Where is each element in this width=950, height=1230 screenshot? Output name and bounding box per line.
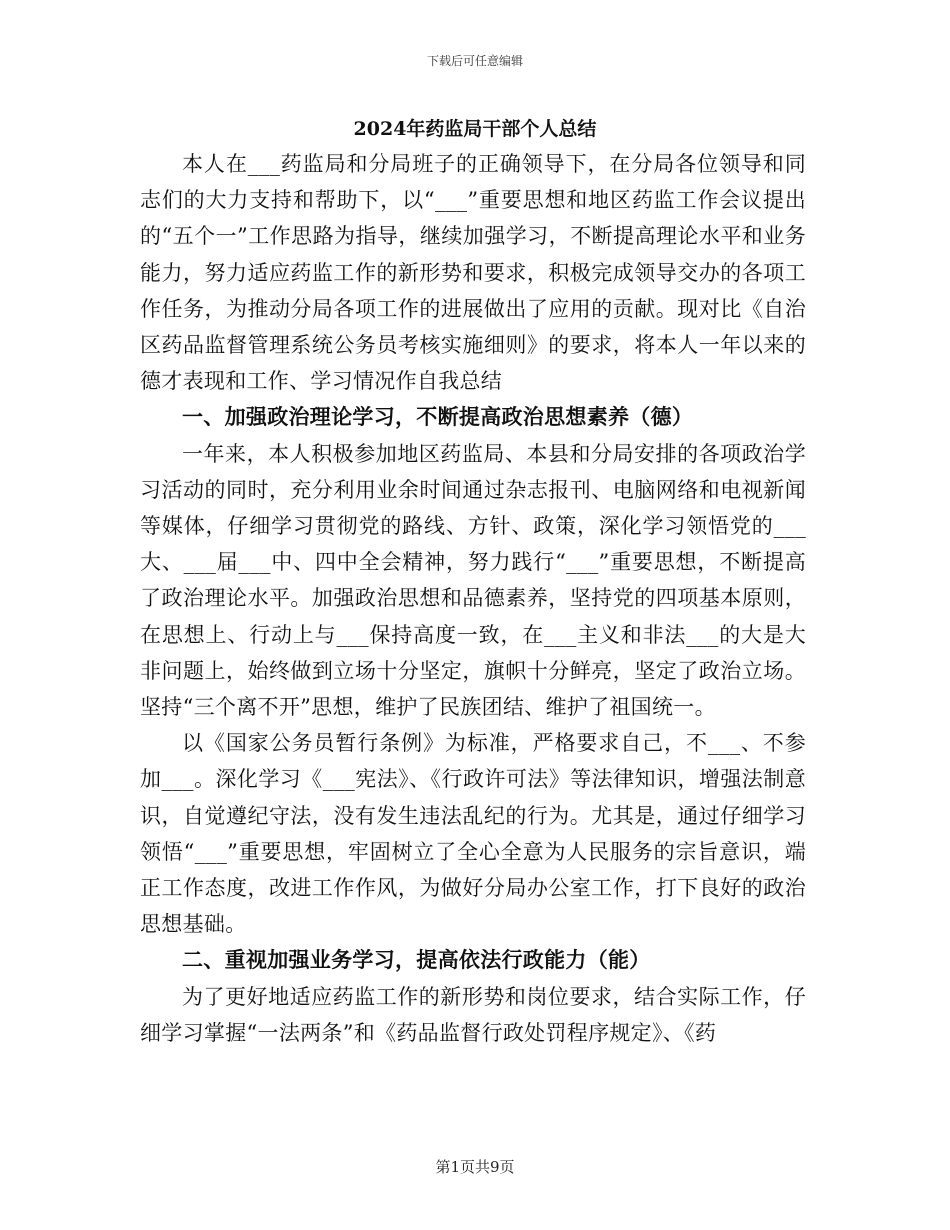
document-title: 2024年药监局干部个人总结 <box>353 118 597 140</box>
section-heading-2: 二、重视加强业务学习，提高依法行政能力（能） <box>182 947 651 973</box>
intro-paragraph: 本人在___药监局和分局班子的正确领导下，在分局各位领导和同志们的大力支持和帮助下，以“___”重要思想和地区药监工作会议提出的“五个一”工作思路为指导，继续加强学习，不断提高理论水平和业务能力，努力适应药监工作的新形势和要求，积极完成领导交办的各项工作任务，为推动分局各项工作的进展做出了应用的贡献。现对比《自治区药品监督管理系统公务员考核实施细则》的要求，将本人一年以来的德才表现和工作、学习情况作自我总结 <box>140 152 806 394</box>
page-number-footer: 第1页共9页 <box>435 1158 515 1176</box>
document-body <box>140 146 806 1051</box>
page-header-note: 下载后可任意编辑 <box>426 54 523 68</box>
section-1-paragraph-2: 以《国家公务员暂行条例》为标准，严格要求自己，不___、不参加___。深化学习《___宪法》、《行政许可法》等法律知识，增强法制意识，自觉遵纪守法，没有发生违法乱纪的行为。尤其是，通过仔细学习领悟“___”重要思想，牢固树立了全心全意为人民服务的宗旨意识，端正工作态度，改进工作作风，为做好分局办公室工作，打下良好的政治思想基础。 <box>140 731 806 937</box>
section-heading-1: 一、加强政治理论学习，不断提高政治思想素养（德） <box>182 404 694 430</box>
section-2-paragraph-1: 为了更好地适应药监工作的新形势和岗位要求，结合实际工作，仔细学习掌握“一法两条”和《药品监督行政处罚程序规定》、《药 <box>140 984 806 1045</box>
section-1-paragraph-1: 一年来，本人积极参加地区药监局、本县和分局安排的各项政治学习活动的同时，充分利用业余时间通过杂志报刊、电脑网络和电视新闻等媒体，仔细学习贯彻党的路线、方针、政策，深化学习领悟党的___大、___届___中、四中全会精神，努力践行“___”重要思想，不断提高了政治理论水平。加强政治思想和品德素养，坚持党的四项基本原则，在思想上、行动上与___保持高度一致，在___主义和非法___的大是大非问题上，始终做到立场十分坚定，旗帜十分鲜亮，坚定了政治立场。坚持“三个离不开”思想，维护了民族团结、维护了祖国统一。 <box>140 441 806 720</box>
